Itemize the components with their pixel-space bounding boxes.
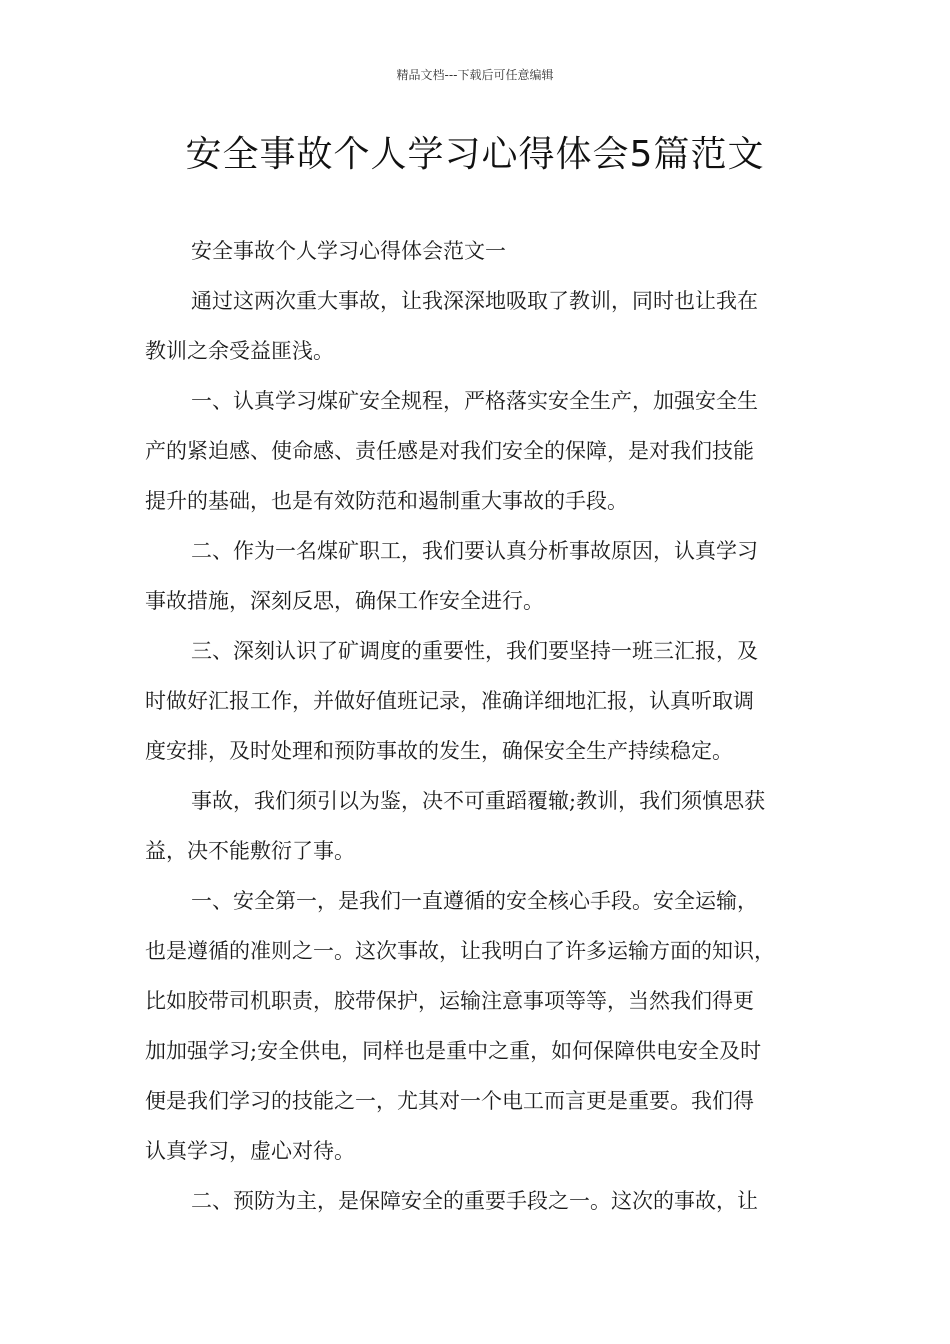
text-line: 时做好汇报工作，并做好值班记录，准确详细地汇报，认真听取调 — [145, 689, 754, 713]
text-line: 也是遵循的准则之一。这次事故，让我明白了许多运输方面的知识， — [145, 939, 775, 963]
text-line: 事故，我们须引以为鉴，决不可重蹈覆辙;教训，我们须慎思获 — [191, 789, 766, 813]
text-line: 二、作为一名煤矿职工，我们要认真分析事故原因，认真学习 — [191, 539, 758, 563]
text-line: 二、预防为主，是保障安全的重要手段之一。这次的事故，让 — [191, 1189, 758, 1213]
text-line: 教训之余受益匪浅。 — [145, 339, 334, 363]
text-line: 加加强学习;安全供电，同样也是重中之重，如何保障供电安全及时 — [145, 1039, 762, 1063]
text-line: 一、认真学习煤矿安全规程，严格落实安全生产，加强安全生 — [191, 389, 758, 413]
text-line: 通过这两次重大事故，让我深深地吸取了教训，同时也让我在 — [191, 289, 758, 313]
text-line: 比如胶带司机职责，胶带保护，运输注意事项等等，当然我们得更 — [145, 989, 754, 1013]
document-body — [145, 226, 820, 1226]
text-line: 产的紧迫感、使命感、责任感是对我们安全的保障，是对我们技能 — [145, 439, 754, 463]
text-line: 益，决不能敷衍了事。 — [145, 839, 355, 863]
text-line: 三、深刻认识了矿调度的重要性，我们要坚持一班三汇报，及 — [191, 639, 758, 663]
text-line: 事故措施，深刻反思，确保工作安全进行。 — [145, 589, 544, 613]
header-note: 精品文档---下载后可任意编辑 — [396, 68, 554, 82]
text-line: 便是我们学习的技能之一，尤其对一个电工而言更是重要。我们得 — [145, 1089, 754, 1113]
text-line: 认真学习，虚心对待。 — [145, 1139, 355, 1163]
text-line: 安全事故个人学习心得体会范文一 — [191, 239, 506, 263]
text-line: 提升的基础，也是有效防范和遏制重大事故的手段。 — [145, 489, 628, 513]
text-line: 一、安全第一，是我们一直遵循的安全核心手段。安全运输， — [191, 889, 758, 913]
document-title: 安全事故个人学习心得体会5篇范文 — [185, 134, 765, 175]
text-line: 度安排，及时处理和预防事故的发生，确保安全生产持续稳定。 — [145, 739, 733, 763]
